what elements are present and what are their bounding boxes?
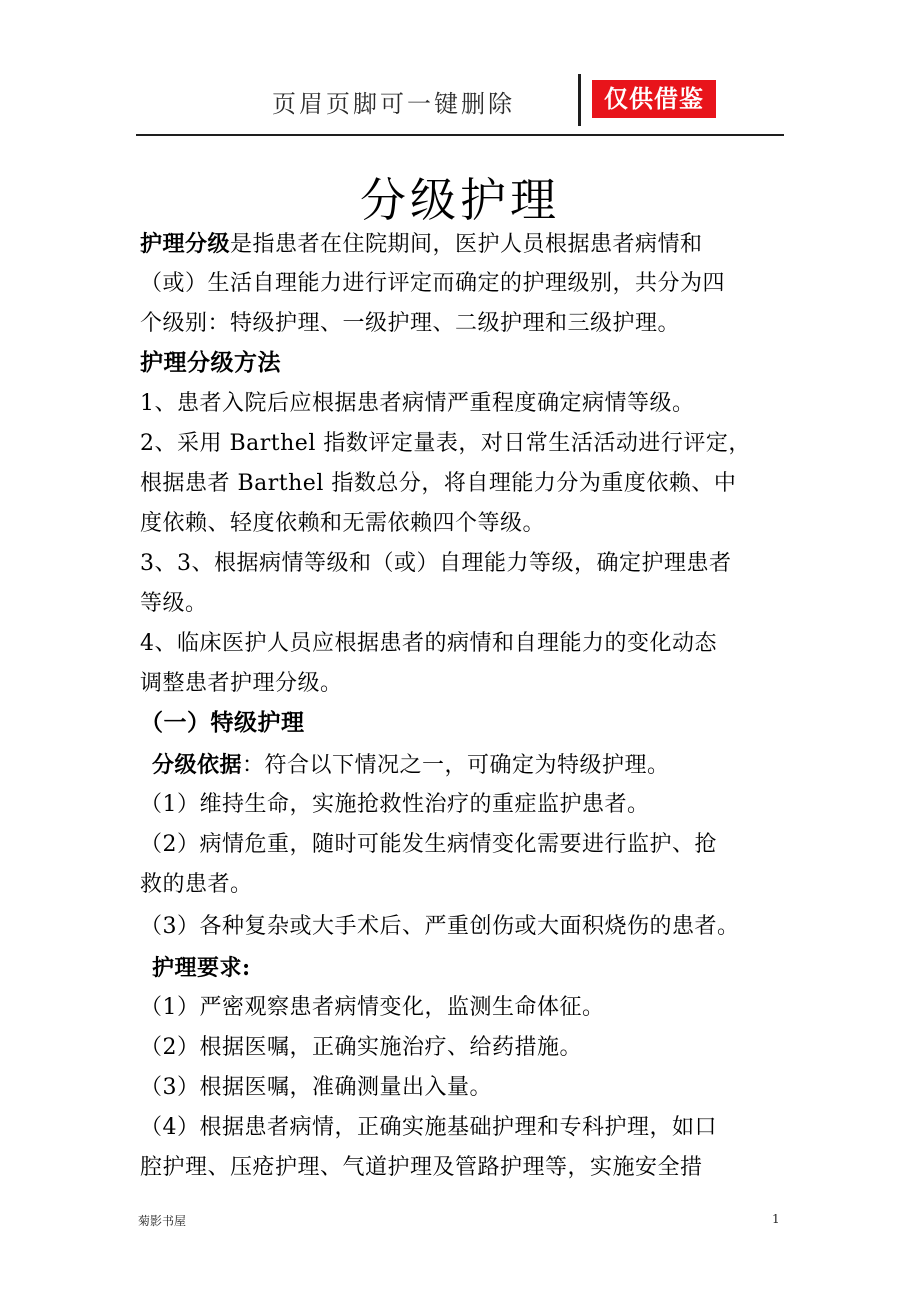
basis-line xyxy=(152,750,670,781)
requirement-item: 腔护理、压疮护理、气道护理及管路护理等，实施安全措 xyxy=(140,1155,703,1180)
method-line: 度依赖、轻度依赖和无需依赖四个等级。 xyxy=(140,511,546,536)
method-line: 根据患者 Barthel 指数总分，将自理能力分为重度依赖、中 xyxy=(140,471,737,496)
intro-line-1 xyxy=(140,229,703,260)
footer-left: 菊影书屋 xyxy=(138,1214,187,1228)
special-heading: （一）特级护理 xyxy=(140,709,305,736)
method-line: 3、3、根据病情等级和（或）自理能力等级，确定护理患者 xyxy=(140,551,732,576)
intro-term: 护理分级 xyxy=(140,231,231,257)
requirement-item: （3）根据医嘱，准确测量出入量。 xyxy=(140,1075,492,1100)
reference-stamp: 仅供借鉴 xyxy=(592,80,716,118)
requirement-item: （2）根据医嘱，正确实施治疗、给药措施。 xyxy=(140,1035,582,1060)
requirement-item: （4）根据患者病情，正确实施基础护理和专科护理，如口 xyxy=(140,1115,717,1140)
intro-line-3: 个级别：特级护理、一级护理、二级护理和三级护理。 xyxy=(140,311,681,336)
basis-label: 分级依据 xyxy=(152,752,243,778)
basis-item: 救的患者。 xyxy=(140,872,253,897)
basis-item: （2）病情危重，随时可能发生病情变化需要进行监护、抢 xyxy=(140,832,717,857)
requirement-item: （1）严密观察患者病情变化，监测生命体征。 xyxy=(140,995,605,1020)
page-number: 1 xyxy=(772,1212,780,1226)
method-heading: 护理分级方法 xyxy=(140,349,281,376)
method-line: 调整患者护理分级。 xyxy=(140,671,343,696)
basis-item: （3）各种复杂或大手术后、严重创伤或大面积烧伤的患者。 xyxy=(140,914,740,939)
basis-item: （1）维持生命，实施抢救性治疗的重症监护患者。 xyxy=(140,792,650,817)
intro-line-1-text: 是指患者在住院期间，医护人员根据患者病情和 xyxy=(230,232,703,257)
intro-line-2: （或）生活自理能力进行评定而确定的护理级别，共分为四 xyxy=(140,271,726,296)
page-title: 分级护理 xyxy=(360,173,560,227)
header-rule xyxy=(136,134,784,136)
header-divider xyxy=(578,74,581,126)
requirements-label: 护理要求: xyxy=(152,955,251,981)
method-line: 等级。 xyxy=(140,591,208,616)
header-text: 页眉页脚可一键删除 xyxy=(272,90,515,118)
method-line: 2、采用 Barthel 指数评定量表，对日常生活活动进行评定， xyxy=(140,431,751,456)
method-line: 4、临床医护人员应根据患者的病情和自理能力的变化动态 xyxy=(140,631,717,656)
basis-text: ：符合以下情况之一，可确定为特级护理。 xyxy=(242,753,670,778)
method-line: 1、患者入院后应根据患者病情严重程度确定病情等级。 xyxy=(140,391,695,416)
